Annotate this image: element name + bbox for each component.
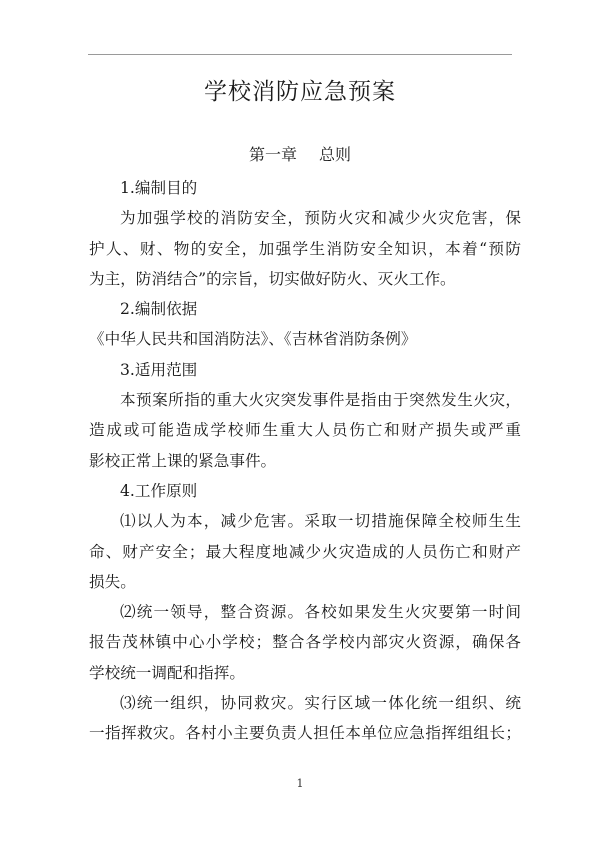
header-rule	[88, 54, 512, 55]
body-line: 3.适用范围	[120, 360, 198, 379]
body-line: 4.工作原则	[120, 481, 198, 500]
body-line: ⑵统一领导，整合资源。各校如果发生火灾要第一时间	[120, 603, 521, 622]
body-line: 护人、财、物的安全，加强学生消防安全知识，本着“预防	[89, 239, 521, 258]
document-body	[89, 173, 521, 749]
body-line: 为加强学校的消防安全，预防火灾和减少火灾危害，保	[120, 209, 521, 228]
body-line: 损失。	[89, 572, 136, 591]
chapter-heading	[0, 142, 600, 165]
chapter-number: 第一章	[248, 145, 297, 164]
body-line: 造成或可能造成学校师生重大人员伤亡和财产损失或严重	[89, 421, 521, 440]
document-title: 学校消防应急预案	[204, 79, 396, 105]
body-line: 命、财产安全；最大程度地减少火灾造成的人员伤亡和财产	[89, 542, 521, 561]
body-line: 本预案所指的重大火灾突发事件是指由于突然发生火灾，	[120, 391, 521, 410]
body-line: 2.编制依据	[120, 300, 198, 319]
body-line: 《中华人民共和国消防法》、《吉林省消防条例》	[89, 330, 417, 349]
body-line: 1.编制目的	[120, 179, 198, 197]
body-line: 学校统一调配和指挥。	[89, 663, 245, 682]
body-line: 一指挥救灾。各村小主要负责人担任本单位应急指挥组组长；	[89, 724, 521, 743]
page-number: 1	[296, 777, 304, 790]
body-line: ⑴以人为本，减少危害。采取一切措施保障全校师生生	[120, 512, 521, 531]
chapter-name: 总则	[319, 145, 352, 164]
body-line: 影校正常上课的紧急事件。	[89, 451, 277, 470]
body-line: ⑶统一组织，协同救灾。实行区域一体化统一组织、统	[120, 694, 521, 713]
body-line: 报告茂林镇中心小学校；整合各学校内部灾火资源，确保各	[89, 633, 521, 652]
body-line: 为主，防消结合”的宗旨，切实做好防火、灭火工作。	[89, 269, 456, 288]
